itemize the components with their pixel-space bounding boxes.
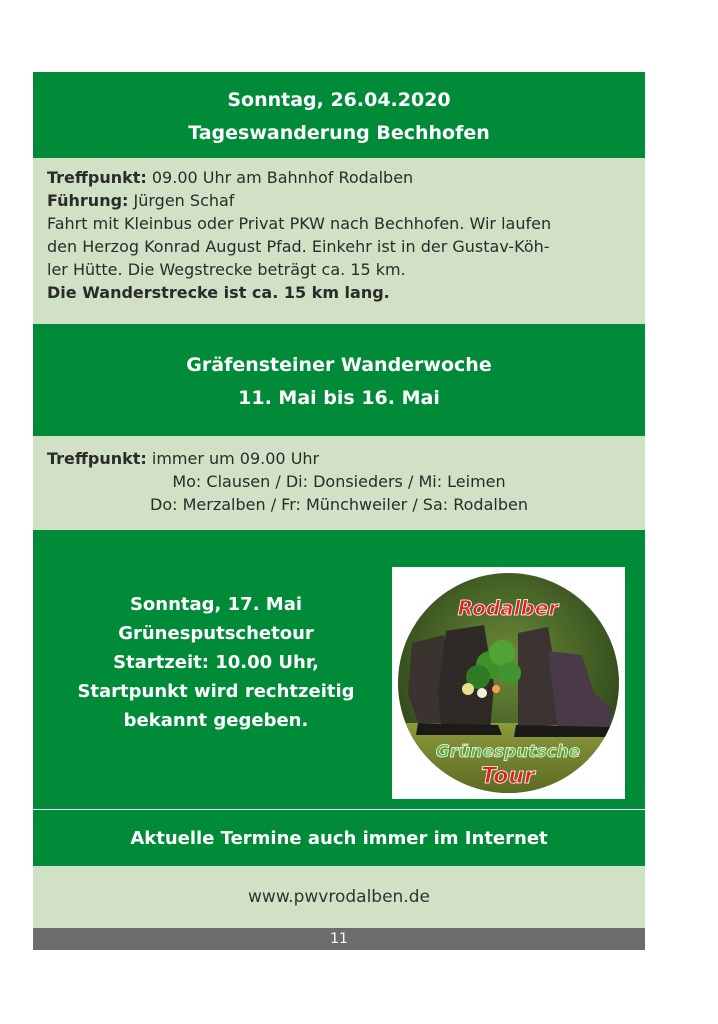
event2-meeting — [47, 447, 631, 470]
page-number: 11 — [33, 928, 645, 950]
event1-distance-note: Die Wanderstrecke ist ca. 15 km lang. — [47, 283, 390, 302]
event3-line: Startzeit: 10.00 Uhr, — [113, 652, 319, 673]
event2-schedule-line: Mo: Clausen / Di: Donsieders / Mi: Leimen — [172, 472, 506, 491]
event1-guide — [47, 189, 631, 212]
meeting-value: immer um 09.00 Uhr — [146, 449, 320, 468]
event1-description-line: ler Hütte. Die Wegstrecke beträgt ca. 15 km. — [47, 260, 406, 279]
event2-details — [33, 436, 645, 530]
event1-description-line: Fahrt mit Kleinbus oder Privat PKW nach Bechhofen. Wir laufen — [47, 214, 552, 233]
meeting-label: Treffpunkt: — [47, 168, 147, 187]
event3-line: Startpunkt wird rechtzeitig — [77, 681, 355, 702]
event2-title: Gräfensteiner Wanderwoche — [186, 354, 492, 376]
event1-details — [33, 158, 645, 324]
logo-text-bottom: Tour — [481, 764, 535, 789]
internet-url-band — [33, 866, 645, 928]
event2-header — [33, 324, 645, 436]
event1-description-line: den Herzog Konrad August Pfad. Einkehr ist in der Gustav-Köh- — [47, 237, 550, 256]
tour-logo-frame — [392, 567, 625, 799]
event3-section — [33, 530, 645, 809]
guide-label: Führung: — [47, 191, 129, 210]
boots-illustration — [398, 573, 619, 793]
logo-text-top: Rodalber — [457, 596, 559, 620]
event1-meeting — [47, 166, 631, 189]
meeting-value: 09.00 Uhr am Bahnhof Rodalben — [146, 168, 414, 187]
event1-header — [33, 72, 645, 158]
tour-logo-photo — [398, 573, 619, 793]
event2-schedule-line: Do: Merzalben / Fr: Münchweiler / Sa: Rodalben — [150, 495, 528, 514]
event3-text — [41, 590, 391, 735]
event3-line: Grünesputschetour — [118, 623, 314, 644]
internet-heading: Aktuelle Termine auch immer im Internet — [130, 828, 548, 849]
event2-content — [33, 436, 645, 524]
event3-line: Sonntag, 17. Mai — [129, 594, 303, 615]
event2-dates: 11. Mai bis 16. Mai — [238, 387, 440, 409]
guide-value: Jürgen Schaf — [128, 191, 235, 210]
logo-text-middle: Grünesputsche — [435, 742, 581, 762]
meeting-label: Treffpunkt: — [47, 449, 147, 468]
event1-date: Sonntag, 26.04.2020 — [227, 89, 451, 111]
internet-header — [33, 810, 645, 866]
event3-line: bekannt gegeben. — [123, 710, 309, 731]
event1-title: Tageswanderung Bechhofen — [188, 122, 490, 144]
event1-content — [33, 158, 645, 312]
website-url[interactable]: www.pwvrodalben.de — [248, 887, 430, 907]
